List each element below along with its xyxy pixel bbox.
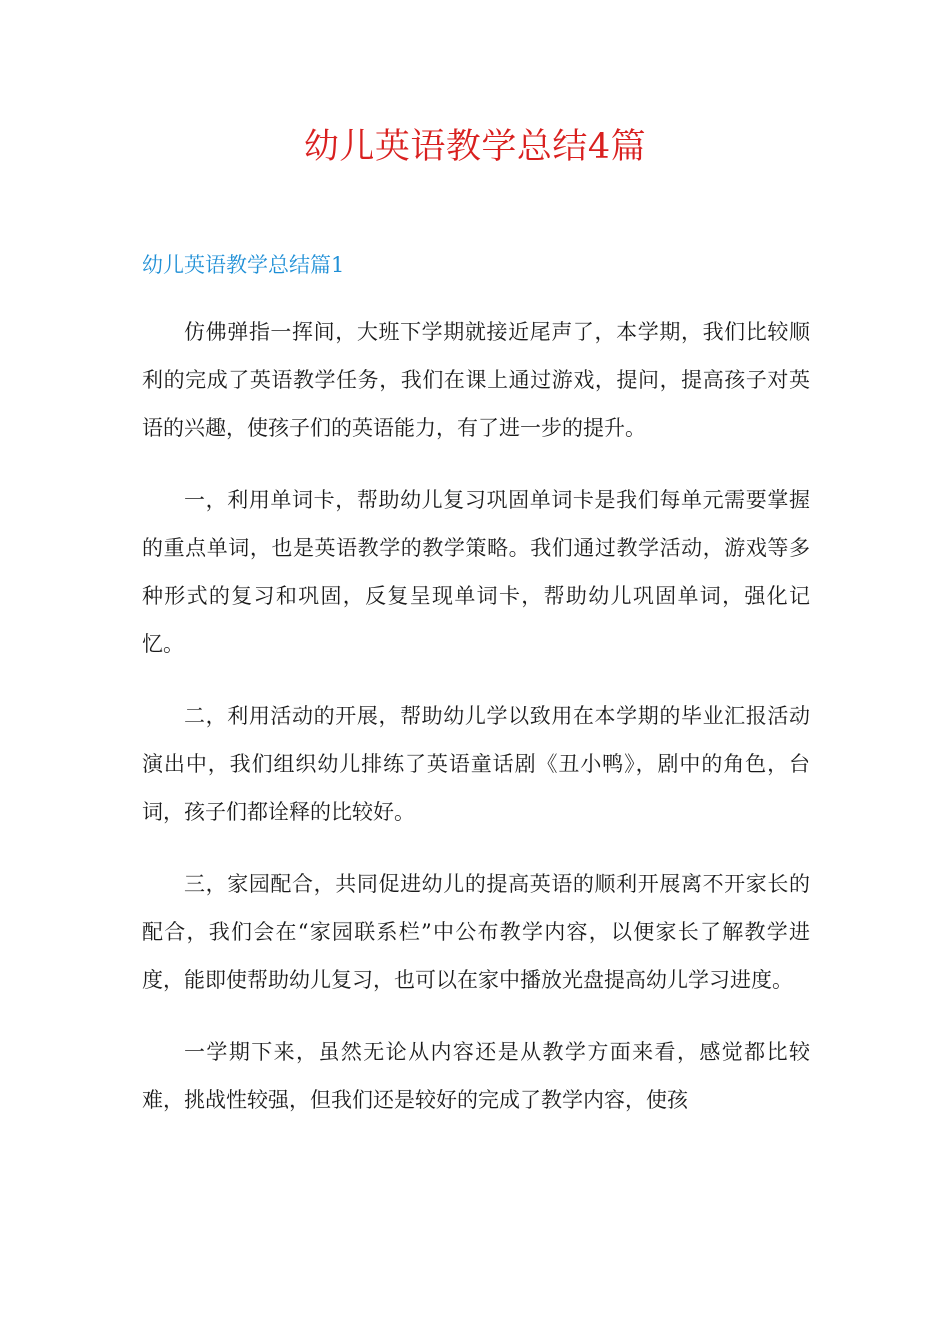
document-body	[142, 308, 810, 1148]
paragraph-word-cards: 一，利用单词卡，帮助幼儿复习巩固单词卡是我们每单元需要掌握的重点单词，也是英语教学的教学策略。我们通过教学活动，游戏等多种形式的复习和巩固，反复呈现单词卡，帮助幼儿巩固单词，强化记忆。	[142, 488, 810, 656]
paragraph-home-school: 三，家园配合，共同促进幼儿的提高英语的顺利开展离不开家长的配合，我们会在“家园联系栏”中公布教学内容，以便家长了解教学进度，能即使帮助幼儿复习，也可以在家中播放光盘提高幼儿学习进度。	[142, 872, 810, 992]
section-heading: 幼儿英语教学总结篇1	[142, 253, 345, 277]
document-title: 幼儿英语教学总结4篇	[303, 127, 647, 167]
paragraph-activities: 二，利用活动的开展，帮助幼儿学以致用在本学期的毕业汇报活动演出中，我们组织幼儿排练了英语童话剧《丑小鸭》，剧中的角色，台词，孩子们都诠释的比较好。	[142, 704, 810, 824]
paragraph-conclusion: 一学期下来，虽然无论从内容还是从教学方面来看，感觉都比较难，挑战性较强，但我们还是较好的完成了教学内容，使孩	[142, 1040, 810, 1112]
paragraph-intro: 仿佛弹指一挥间，大班下学期就接近尾声了，本学期，我们比较顺利的完成了英语教学任务，我们在课上通过游戏，提问，提高孩子对英语的兴趣，使孩子们的英语能力，有了进一步的提升。	[142, 320, 810, 440]
